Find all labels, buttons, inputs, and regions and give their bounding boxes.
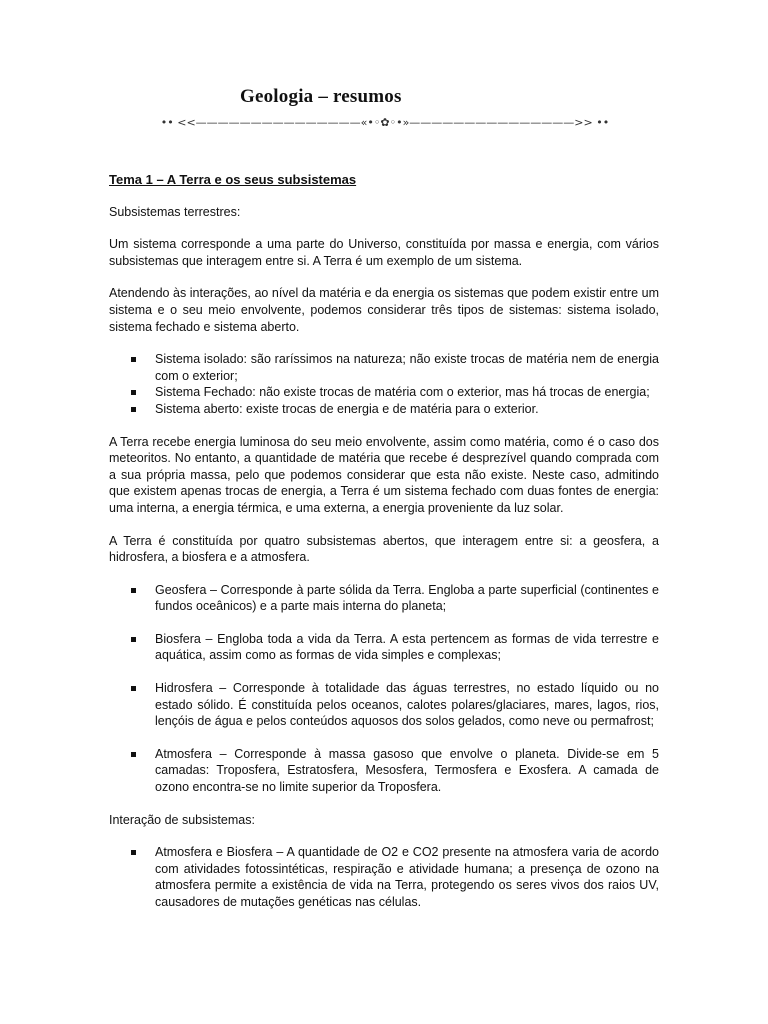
paragraph: Atendendo às interações, ao nível da matéria e da energia os sistemas que podem existir entre um sistema e o seu meio envolvente, podemos considerar três tipos de sistemas: sistema isolado, sistema fechado e sistema aberto. [109,286,659,334]
list-item: Hidrosfera – Corresponde à totalidade das águas terrestres, no estado líquido ou no estado sólido. É constituída pelos oceanos, calotes polares/glaciares, mares, lagos, rios, lençóis de água e pelos conteúdos aquosos dos solos gelados, como neve ou permafrost; [109,680,659,730]
paragraph: A Terra é constituída por quatro subsistemas abertos, que interagem entre si: a geosfera, a hidrosfera, a biosfera e a atmosfera. [109,533,659,565]
section-heading: Tema 1 – A Terra e os seus subsistemas [109,172,357,187]
list-item: Atmosfera – Corresponde à massa gasoso que envolve o planeta. Divide-se em 5 camadas: Troposfera, Estratosfera, Mesosfera, Termosfera e Exosfera. A camada de ozono encontra-se no limite superior da Troposfera. [109,746,659,796]
paragraph: A Terra recebe energia luminosa do seu meio envolvente, assim como matéria, como é o caso dos meteoritos. No entanto, a quantidade de matéria que recebe é desprezível quando comprada com a sua própria massa, pelo que podemos considerar que esta não existe. Neste caso, admitindo que existem apenas trocas de energia, a Terra é um sistema fechado com duas fontes de energia: uma interna, a energia térmica, e uma externa, a energia proveniente da luz solar. [109,434,659,515]
document-body [109,172,659,927]
page-title: Geologia – resumos [240,86,402,107]
interactions-list [109,844,659,910]
system-types-list [109,351,659,417]
subheading: Interação de subsistemas: [109,812,255,827]
list-item: Sistema aberto: existe trocas de energia e de matéria para o exterior. [109,401,659,418]
list-item: Geosfera – Corresponde à parte sólida da Terra. Engloba a parte superficial (continentes e fundos oceânicos) e a parte mais interna do planeta; [109,582,659,615]
list-item: Sistema isolado: são raríssimos na natureza; não existe trocas de matéria nem de energia com o exterior; [109,351,659,384]
list-item: Atmosfera e Biosfera – A quantidade de O2 e CO2 presente na atmosfera varia de acordo com atividades fotossintéticas, respiração e atividade humana; a presença de ozono na atmosfera permite a existência de vida na Terra, protegendo os seres vivos dos raios UV, causadores de mutações genéticas nas células. [109,844,659,910]
subsystems-list [109,582,659,796]
subheading: Subsistemas terrestres: [109,204,241,219]
paragraph: Um sistema corresponde a uma parte do Universo, constituída por massa e energia, com vários subsistemas que interagem entre si. A Terra é um exemplo de um sistema. [109,237,659,268]
decorative-divider: •• <<———————————————«•◦✿◦•»———————————————>> •• [160,116,610,129]
list-item: Biosfera – Engloba toda a vida da Terra. A esta pertencem as formas de vida terrestre e aquática, assim como as formas de vida simples e complexas; [109,631,659,664]
list-item: Sistema Fechado: não existe trocas de matéria com o exterior, mas há trocas de energia; [109,384,659,401]
